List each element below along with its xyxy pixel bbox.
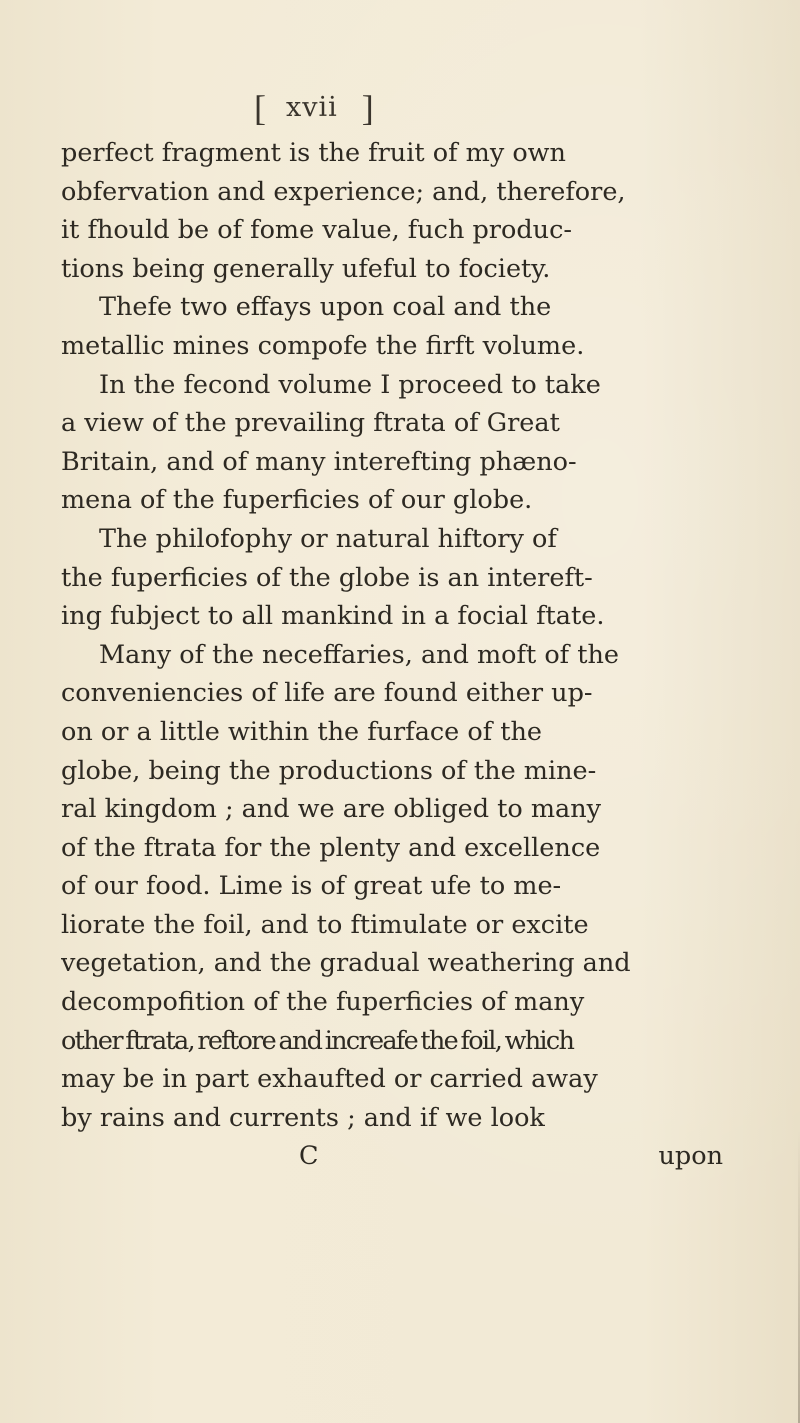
right-bracket: ]: [361, 88, 374, 128]
page-footer: [61, 1137, 751, 1176]
left-bracket: [: [254, 88, 266, 128]
text-line: may be in part exhaufted or carried away: [61, 1064, 598, 1095]
text-line: perfect fragment is the fruit of my own: [61, 138, 566, 168]
text-line: tions being generally ufeful to fociety.: [61, 253, 551, 284]
page-header: [254, 88, 404, 128]
text-line: it fhould be of fome value, fuch produc-: [61, 215, 572, 246]
text-line: The philofophy or natural hiftory of: [99, 523, 557, 554]
text-line: on or a little within the furface of the: [61, 716, 543, 747]
text-line: by rains and currents ; and if we look: [61, 1102, 545, 1133]
signature-mark: C: [299, 1141, 319, 1172]
text-line: the fuperficies of the globe is an intereft-: [61, 562, 593, 593]
text-line: ral kingdom ; and we are obliged to many: [61, 794, 602, 825]
text-line: a view of the prevailing ftrata of Great: [61, 408, 560, 439]
text-line: ing fubject to all mankind in a focial ftate.: [61, 601, 605, 632]
text-line: Thefe two effays upon coal and the: [99, 292, 552, 323]
text-line: mena of the fuperficies of our globe.: [61, 485, 533, 516]
text-line: decompofition of the fuperficies of many: [61, 987, 585, 1018]
page-number: xvii: [286, 92, 338, 123]
body-text: [61, 134, 751, 1176]
text-line: globe, being the productions of the mine-: [61, 755, 597, 786]
text-line: vegetation, and the gradual weathering and: [61, 948, 631, 979]
text-line: conveniencies of life are found either up-: [61, 678, 593, 709]
text-line: of the ftrata for the plenty and excellence: [61, 832, 601, 863]
text-line: metallic mines compofe the firft volume.: [61, 330, 585, 361]
text-line: liorate the foil, and to ftimulate or excite: [61, 909, 589, 940]
text-line: of our food. Lime is of great ufe to me-: [61, 871, 562, 902]
text-line: obfervation and experience; and, therefore,: [61, 176, 626, 207]
text-line: In the fecond volume I proceed to take: [99, 369, 601, 400]
text-line: Many of the neceffaries, and moft of the: [99, 639, 619, 670]
text-line: Britain, and of many interefting phæno-: [61, 446, 577, 477]
catchword: upon: [658, 1141, 723, 1172]
text-line: other ftrata, reftore and increafe the foil, which: [61, 1025, 574, 1056]
